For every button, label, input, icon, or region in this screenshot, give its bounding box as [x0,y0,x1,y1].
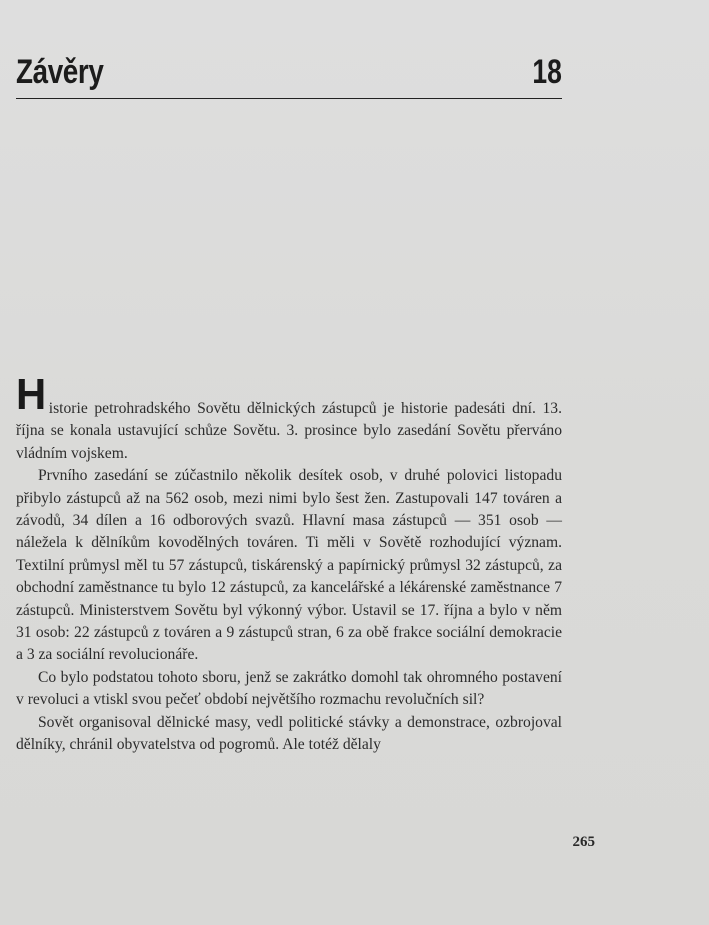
chapter-title: Závěry [16,53,104,91]
drop-cap: H [16,370,47,419]
paragraph: Co bylo podstatou tohoto sboru, jenž se zakrátko domohl tak ohromného postavení v revoluci a vtiskl svou pečeť období největšího rozmachu revolučních sil? [16,668,562,709]
chapter-number: 18 [532,53,562,91]
chapter-header [16,52,562,99]
paragraph: Sovět organisoval dělnické masy, vedl politické stávky a demonstrace, ozbrojoval dělníky, chránil obyvatelstva od pogromů. Ale totéž dělaly [16,713,562,754]
body-text [16,370,562,757]
paragraph: Prvního zasedání se zúčastnilo několik desítek osob, v druhé polovici listopadu přibylo zástupců až na 562 osob, mezi nimi bylo šest žen. Zastupovali 147 továren a závodů, 34 dílen a 16 odborových svazů. Hlavní masa zástupců — 351 osob — náležela k dělníkům kovodělných továren. Ti měli v Sovětě rozhodující význam. Textilní průmysl měl tu 57 zástupců, tiskárenský a papírnický průmysl 32 zástupců, za obchodní zaměstnance tu bylo 12 zástupců, za kancelářské a lékárenské zaměstnance 7 zástupců. Ministerstvem Sovětu byl výkonný výbor. Ustavil se 17. října a bylo v něm 31 osob: 22 zástupců z továren a 9 zástupců stran, 6 za obě frakce sociální demokracie a 3 za sociální revolucionáře. [16,467,562,664]
page-number: 265 [572,834,595,850]
paragraph [16,370,562,465]
paragraph-text: istorie petrohradského Sovětu dělnických zástupců je historie padesáti dní. 13. října se konala ustavující schůze Sovětu. 3. prosince bylo zasedání Sovětu přerváno vládním vojskem. [16,400,562,462]
